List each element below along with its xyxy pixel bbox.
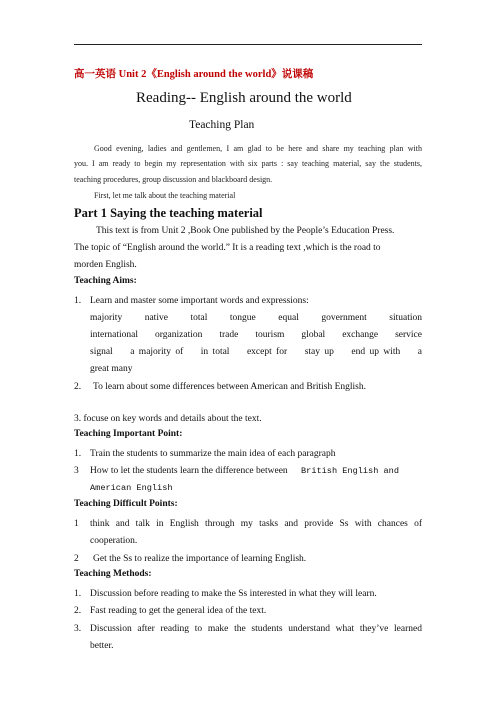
difficult-heading: Teaching Difficult Points: [74,499,178,509]
important-heading: Teaching Important Point: [74,429,183,439]
methods-item-2: Fast reading to get the general idea of the text. [90,606,267,616]
difficult-item-1-line-1: think and talk in English through my tasks and provide Ss with chances of [90,519,422,529]
teaching-plan-title: Teaching Plan [189,119,255,131]
important-item-2-british-english: British English and [301,466,399,476]
part1-text-line-2: The topic of “English around the world.” It is a reading text ,which is the road to [74,243,381,253]
intro-line-4: First, let me talk about the teaching material [94,191,236,200]
methods-item-3-line-2: better. [90,641,114,651]
important-item-2-text: How to let the students learn the difference between [90,466,288,476]
methods-item-3-line-1: Discussion after reading to make the students understand what they’ve learned [90,624,422,634]
methods-item-2-number: 2. [74,606,82,616]
intro-line-3: teaching procedures, group discussion and blackboard design. [74,175,273,184]
difficult-item-2-number: 2 [74,554,79,564]
intro-line-2: you. I am ready to begin my representation with six parts : say teaching material, say the students, [74,159,422,168]
aims-item-1-number: 1. [74,296,82,306]
aims-words-line-1: majority native total tongue equal government situation [90,313,422,323]
aims-heading: Teaching Aims: [74,276,137,286]
important-item-2-number: 3 [74,466,79,476]
aims-item-2-number: 2. [74,382,82,392]
methods-item-1-number: 1. [74,589,82,599]
important-item-1: Train the students to summarize the main idea of each paragraph [90,449,336,459]
document-title: 高一英语 Unit 2《English around the world》说课稿 [74,69,314,80]
aims-words-line-2: international organization trade tourism global exchange service [90,330,422,340]
aims-item-3: 3. focuse on key words and details about the text. [74,414,262,424]
part1-heading: Part 1 Saying the teaching material [74,206,263,220]
aims-item-1: Learn and master some important words and expressions: [90,296,309,306]
methods-heading: Teaching Methods: [74,569,152,579]
aims-item-2: To learn about some differences between American and British English. [93,382,366,392]
difficult-item-1-line-2: cooperation. [90,536,138,546]
intro-line-1: Good evening, ladies and gentlemen, I am glad to be here and share my teaching plan with [94,144,422,153]
important-item-1-number: 1. [74,449,82,459]
reading-subtitle: Reading-- English around the world [136,90,352,106]
difficult-item-2: Get the Ss to realize the importance of learning English. [93,554,307,564]
aims-words-line-4: great many [90,364,133,374]
header-rule [74,44,422,45]
important-item-2-american-english: American English [90,483,173,493]
methods-item-1: Discussion before reading to make the Ss interested in what they will learn. [90,589,377,599]
aims-words-line-3: signal a majority of in total except for stay up end up with a [90,347,422,357]
part1-text-line-3: morden English. [74,260,137,270]
difficult-item-1-number: 1 [74,519,79,529]
methods-item-3-number: 3. [74,624,82,634]
part1-text-line-1: This text is from Unit 2 ,Book One published by the People’s Education Press. [96,226,395,236]
